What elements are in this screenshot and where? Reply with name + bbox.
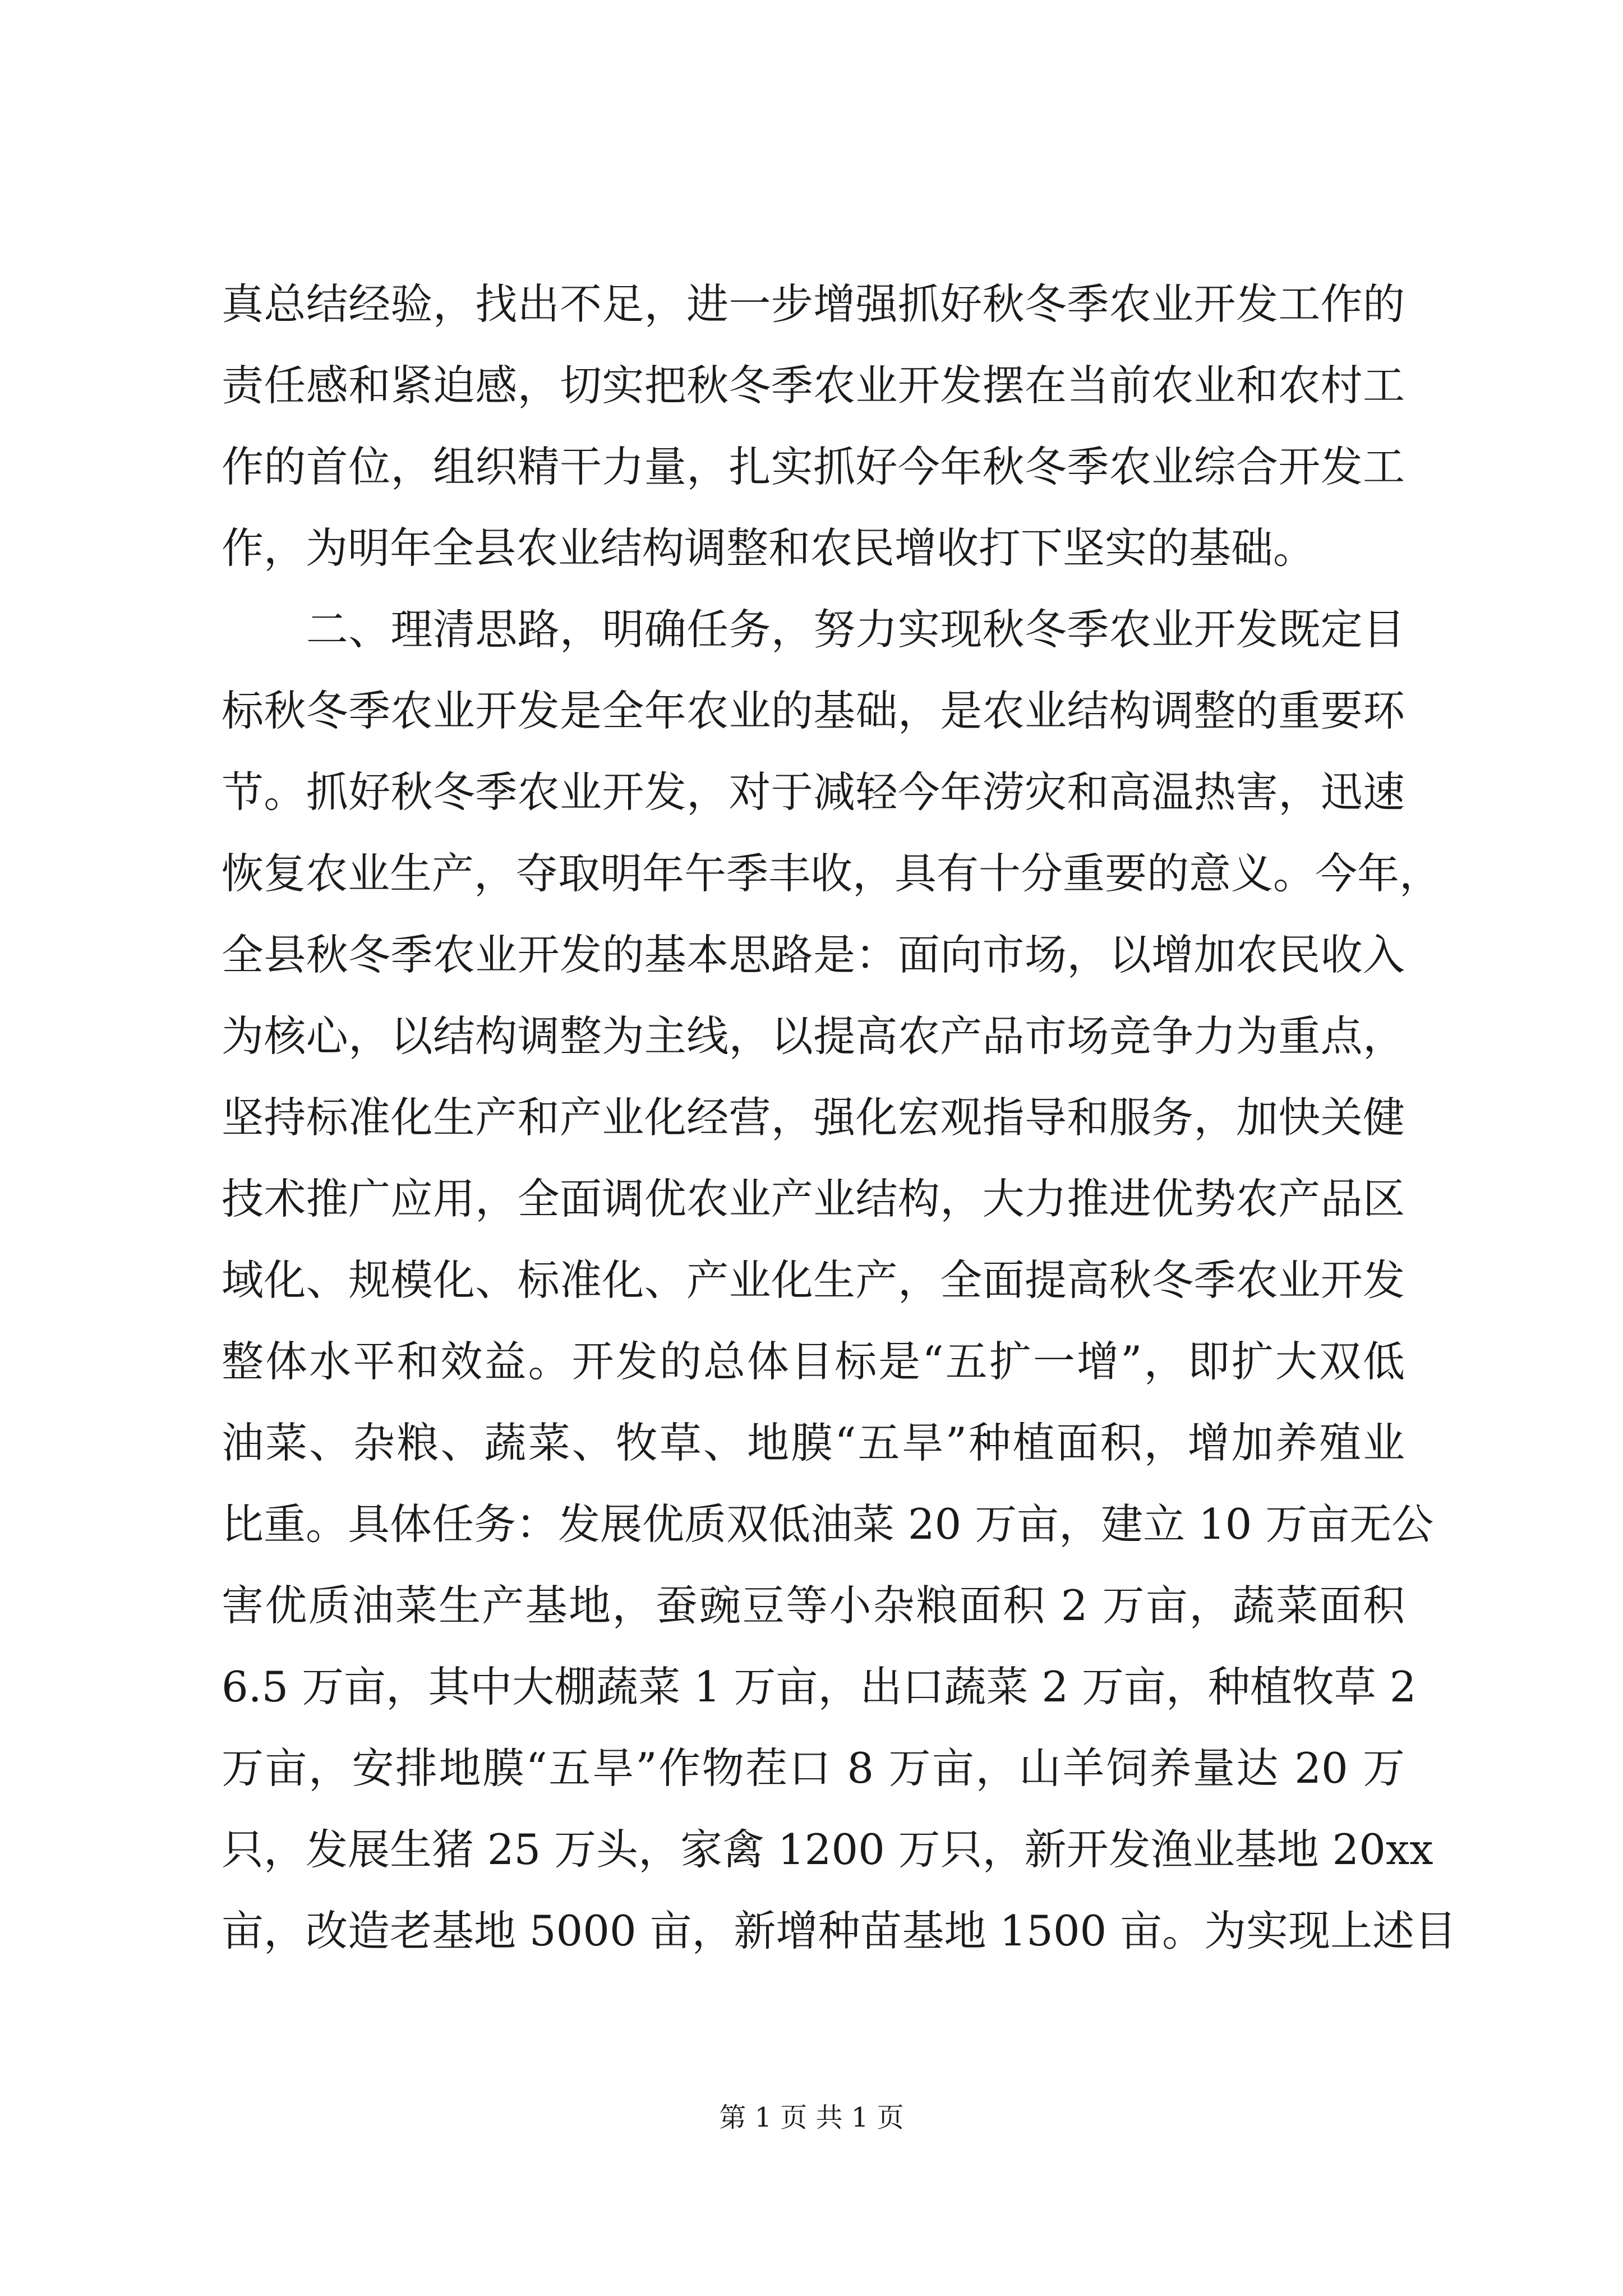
text-line: 为核心，以结构调整为主线，以提高农产品市场竞争力为重点， [222, 1011, 1405, 1061]
text-line: 技术推广应用，全面调优农业产业结构，大力推进优势农产品区 [222, 1174, 1405, 1223]
text-line: 全县秋冬季农业开发的基本思路是：面向市场，以增加农民收入 [222, 930, 1405, 979]
text-line: 责任感和紧迫感，切实把秋冬季农业开发摆在当前农业和农村工 [222, 361, 1405, 410]
page-number-footer: 第 1 页 共 1 页 [719, 2102, 904, 2133]
body-text [222, 264, 1457, 1972]
text-line: 整体水平和效益。开发的总体目标是“五扩一增”，即扩大双低 [222, 1337, 1405, 1386]
text-line: 害优质油菜生产基地，蚕豌豆等小杂粮面积 2 万亩，蔬菜面积 [222, 1581, 1405, 1630]
text-line: 真总结经验，找出不足，进一步增强抓好秋冬季农业开发工作的 [222, 279, 1405, 329]
text-line: 6.5 万亩，其中大棚蔬菜 1 万亩，出口蔬菜 2 万亩，种植牧草 2 [222, 1662, 1417, 1711]
text-line: 作，为明年全县农业结构调整和农民增收打下坚实的基础。 [222, 523, 1316, 573]
text-line: 恢复农业生产，夺取明年午季丰收，具有十分重要的意义。今年， [222, 849, 1442, 898]
text-line: 比重。具体任务：发展优质双低油菜 20 万亩，建立 10 万亩无公 [222, 1499, 1434, 1549]
text-line: 域化、规模化、标准化、产业化生产，全面提高秋冬季农业开发 [222, 1255, 1405, 1305]
text-line: 标秋冬季农业开发是全年农业的基础，是农业结构调整的重要环 [222, 686, 1405, 735]
text-line: 二、理清思路，明确任务，努力实现秋冬季农业开发既定目 [222, 605, 1405, 654]
text-line: 节。抓好秋冬季农业开发，对于减轻今年涝灾和高温热害，迅速 [222, 767, 1405, 817]
text-line: 万亩，安排地膜“五旱”作物茬口 8 万亩，山羊饲养量达 20 万 [222, 1743, 1405, 1793]
text-line: 只，发展生猪 25 万头，家禽 1200 万只，新开发渔业基地 20xx [222, 1825, 1433, 1874]
text-line: 亩，改造老基地 5000 亩，新增种苗基地 1500 亩。为实现上述目 [222, 1906, 1457, 1955]
text-line: 作的首位，组织精干力量，扎实抓好今年秋冬季农业综合开发工 [222, 442, 1405, 491]
text-line: 油菜、杂粮、蔬菜、牧草、地膜“五旱”种植面积，增加养殖业 [222, 1418, 1405, 1467]
text-line: 坚持标准化生产和产业化经营，强化宏观指导和服务，加快关健 [222, 1093, 1405, 1142]
